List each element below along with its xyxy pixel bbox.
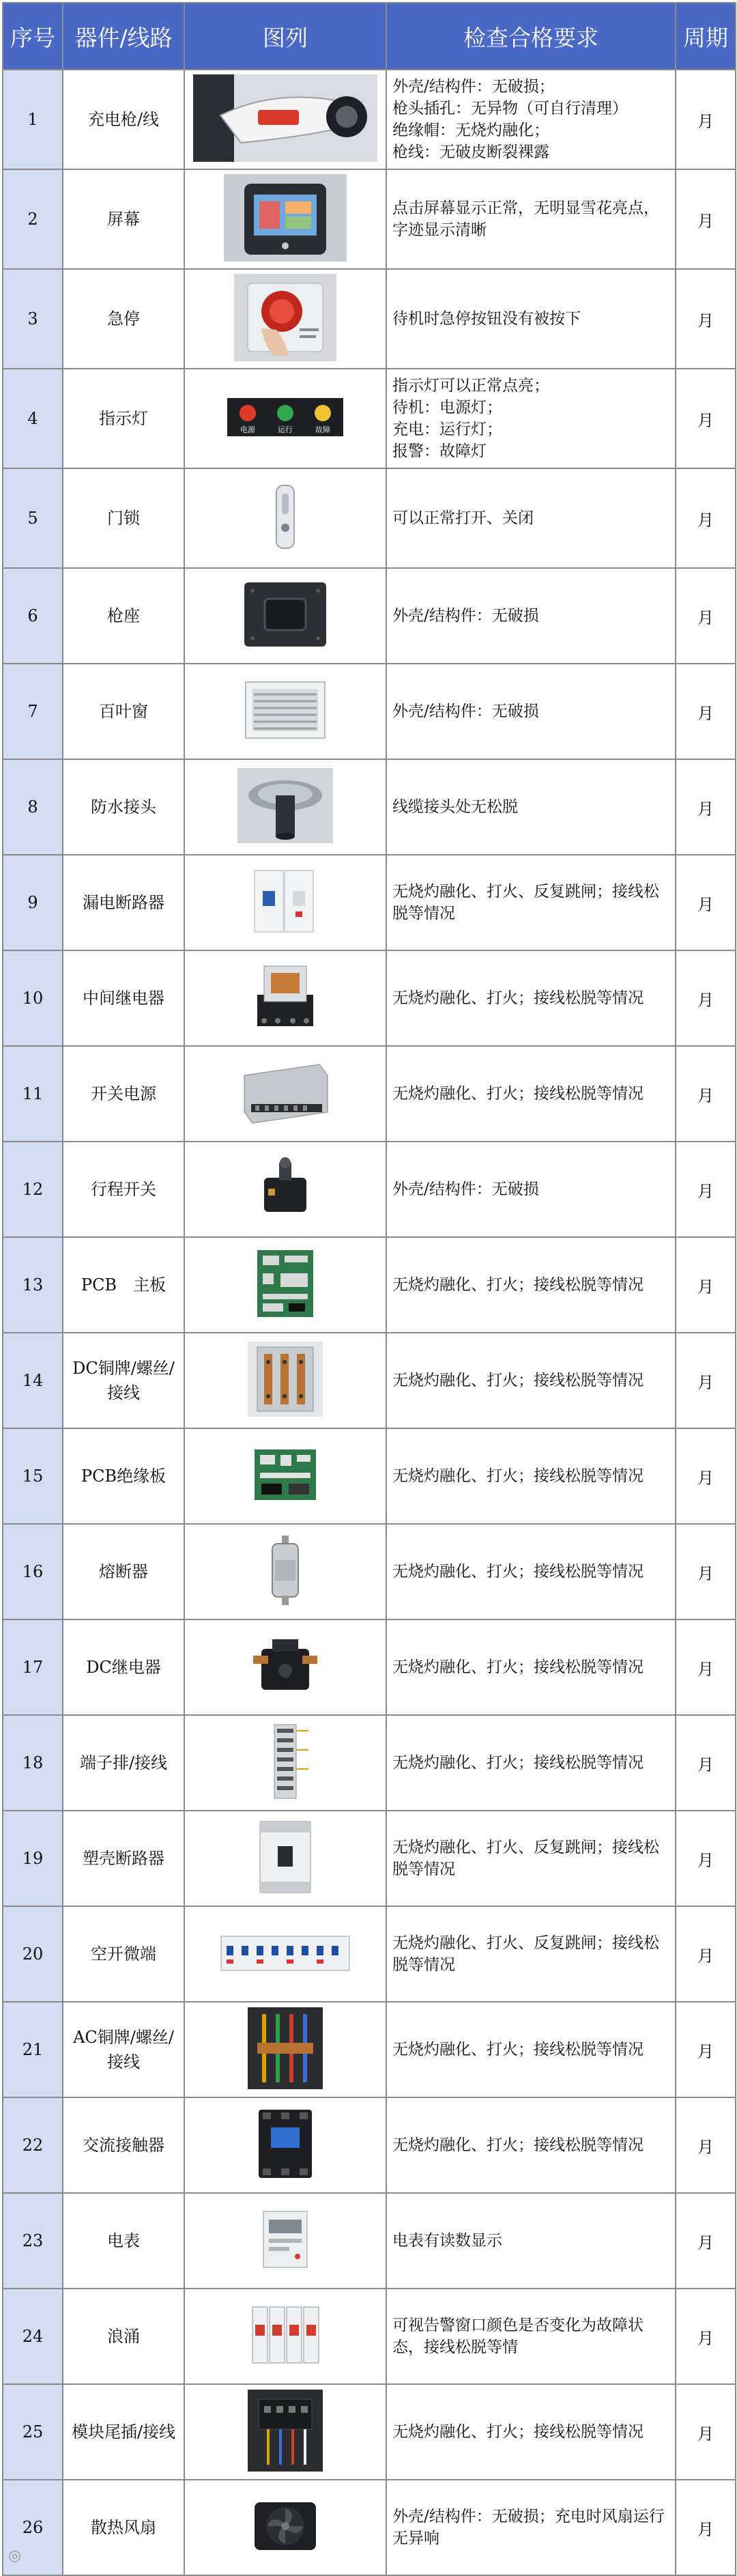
device-name: 电表: [63, 2193, 184, 2289]
inspection-cycle: 月: [676, 1333, 736, 1428]
inspection-requirement: 点击屏幕显示正常，无明显雪花亮点，字迹显示清晰: [386, 169, 676, 269]
row-number: 7: [3, 664, 63, 759]
svg-text:故障: 故障: [315, 425, 330, 434]
fuse-icon: [255, 1533, 316, 1611]
inspection-cycle: 月: [676, 1906, 736, 2002]
table-row: [3, 2002, 736, 2097]
table-row: [3, 2384, 736, 2480]
table-row: [3, 369, 736, 468]
row-number: 22: [3, 2097, 63, 2193]
device-image: [184, 1333, 386, 1428]
row-number: 11: [3, 1046, 63, 1142]
pcb-board-icon: [248, 1246, 323, 1324]
device-name: 散热风扇: [63, 2480, 184, 2575]
device-image: [184, 2384, 386, 2480]
device-image: [184, 1524, 386, 1619]
inspection-requirement: 外壳/结构件：无破损； 枪头插孔：无异物（可自行清理） 绝缘帽：无烧灼融化； 枪线：无破皮断裂裸露: [386, 70, 676, 169]
row-number: 18: [3, 1715, 63, 1811]
device-image: [184, 1046, 386, 1142]
inspection-requirement: 电表有读数显示: [386, 2193, 676, 2289]
table-row: [3, 2289, 736, 2384]
inspection-cycle: 月: [676, 169, 736, 269]
inspection-cycle: 月: [676, 1524, 736, 1619]
inspection-cycle: 月: [676, 269, 736, 369]
meter-icon: [251, 2202, 319, 2280]
svg-text:运行: 运行: [278, 425, 293, 434]
table-row: [3, 269, 736, 369]
device-name: PCB绝缘板: [63, 1428, 184, 1524]
charging-gun-icon: [193, 74, 377, 165]
table-row: [3, 759, 736, 855]
table-row: [3, 2480, 736, 2575]
inspection-requirement: 无烧灼融化、打火、反复跳闸；接线松脱等情况: [386, 855, 676, 950]
device-name: 屏幕: [63, 169, 184, 269]
row-number: 14: [3, 1333, 63, 1428]
inspection-requirement: 无烧灼融化、打火；接线松脱等情况: [386, 1333, 676, 1428]
inspection-cycle: 月: [676, 2289, 736, 2384]
row-number: 16: [3, 1524, 63, 1619]
surge-protector-icon: [244, 2297, 326, 2375]
inspection-requirement: 无烧灼融化、打火；接线松脱等情况: [386, 1428, 676, 1524]
table-row: [3, 950, 736, 1046]
table-row: [3, 855, 736, 950]
device-image: [184, 1906, 386, 2002]
inspection-cycle: 月: [676, 70, 736, 169]
device-image: [184, 664, 386, 759]
table-body: [3, 70, 736, 2575]
table-row: [3, 2097, 736, 2193]
row-number: 10: [3, 950, 63, 1046]
device-image: [184, 759, 386, 855]
inspection-cycle: 月: [676, 568, 736, 664]
device-name: 防水接头: [63, 759, 184, 855]
emergency-stop-icon: [234, 274, 336, 364]
device-image: [184, 369, 386, 468]
device-image: [184, 468, 386, 568]
device-name: 模块尾插/接线: [63, 2384, 184, 2480]
inspection-requirement: 无烧灼融化、打火、反复跳闸；接线松脱等情况: [386, 1811, 676, 1906]
device-image: [184, 1428, 386, 1524]
device-name: 空开微端: [63, 1906, 184, 2002]
inspection-cycle: 月: [676, 855, 736, 950]
device-name: 交流接触器: [63, 2097, 184, 2193]
table-row: [3, 1142, 736, 1237]
cooling-fan-icon: [241, 2495, 330, 2560]
table-row: [3, 1333, 736, 1428]
row-number: 4: [3, 369, 63, 468]
svg-text:电源: 电源: [240, 425, 255, 434]
row-number: 13: [3, 1237, 63, 1333]
inspection-requirement: 无烧灼融化、打火；接线松脱等情况: [386, 2097, 676, 2193]
table-header-row: [3, 3, 736, 70]
header-cycle: 周期: [676, 3, 736, 70]
dc-relay-icon: [248, 1628, 323, 1706]
inspection-cycle: 月: [676, 950, 736, 1046]
table-row: [3, 468, 736, 568]
inspection-requirement: 外壳/结构件：无破损: [386, 568, 676, 664]
inspection-cycle: 月: [676, 1237, 736, 1333]
device-image: [184, 855, 386, 950]
inspection-cycle: 月: [676, 1142, 736, 1237]
inspection-cycle: 月: [676, 664, 736, 759]
inspection-cycle: 月: [676, 369, 736, 468]
header-no: 序号: [3, 3, 63, 70]
device-name: DC铜牌/螺丝/接线: [63, 1333, 184, 1428]
inspection-requirement: 无烧灼融化、打火；接线松脱等情况: [386, 1046, 676, 1142]
inspection-requirement: 外壳/结构件：无破损；充电时风扇运行无异响: [386, 2480, 676, 2575]
inspection-table: [2, 2, 736, 2576]
pcb-insulation-icon: [248, 1437, 323, 1515]
device-name: 中间继电器: [63, 950, 184, 1046]
row-number: 9: [3, 855, 63, 950]
power-supply-icon: [237, 1055, 333, 1133]
inspection-requirement: 无烧灼融化、打火；接线松脱等情况: [386, 1619, 676, 1715]
table-row: [3, 2193, 736, 2289]
device-name: 充电枪/线: [63, 70, 184, 169]
device-image: [184, 2097, 386, 2193]
table-row: [3, 1619, 736, 1715]
table-row: [3, 1906, 736, 2002]
device-name: 熔断器: [63, 1524, 184, 1619]
header-requirement: 检查合格要求: [386, 3, 676, 70]
device-image: [184, 2289, 386, 2384]
inspection-cycle: 月: [676, 2384, 736, 2480]
device-name: 端子排/接线: [63, 1715, 184, 1811]
indicator-lights-icon: [220, 373, 350, 464]
device-image: [184, 1811, 386, 1906]
door-lock-icon: [261, 473, 309, 563]
table-row: [3, 1428, 736, 1524]
device-name: 开关电源: [63, 1046, 184, 1142]
waterproof-connector-icon: [237, 768, 333, 846]
inspection-requirement: 无烧灼融化、打火；接线松脱等情况: [386, 1237, 676, 1333]
dc-busbar-icon: [248, 1342, 323, 1419]
inspection-cycle: 月: [676, 1715, 736, 1811]
table-row: [3, 1524, 736, 1619]
device-image: [184, 2193, 386, 2289]
row-number: 8: [3, 759, 63, 855]
row-number: 24: [3, 2289, 63, 2384]
inspection-cycle: 月: [676, 2002, 736, 2097]
inspection-requirement: 外壳/结构件：无破损: [386, 664, 676, 759]
row-number: 17: [3, 1619, 63, 1715]
inspection-requirement: 无烧灼融化、打火；接线松脱等情况: [386, 1715, 676, 1811]
row-number: 20: [3, 1906, 63, 2002]
row-number: 15: [3, 1428, 63, 1524]
row-number: 25: [3, 2384, 63, 2480]
device-name: 行程开关: [63, 1142, 184, 1237]
device-name: 浪涌: [63, 2289, 184, 2384]
device-name: PCB 主板: [63, 1237, 184, 1333]
table-row: [3, 1237, 736, 1333]
inspection-cycle: 月: [676, 1619, 736, 1715]
mcb-row-icon: [217, 1925, 353, 1983]
device-image: [184, 1715, 386, 1811]
device-name: 枪座: [63, 568, 184, 664]
screen-icon: [224, 174, 347, 264]
device-image: [184, 568, 386, 664]
limit-switch-icon: [248, 1150, 323, 1228]
device-image: [184, 269, 386, 369]
inspection-requirement: 指示灯可以正常点亮； 待机：电源灯； 充电：运行灯； 报警：故障灯: [386, 369, 676, 468]
inspection-requirement: 待机时急停按钮没有被按下: [386, 269, 676, 369]
inspection-cycle: 月: [676, 2193, 736, 2289]
row-number: 2: [3, 169, 63, 269]
device-image: [184, 1237, 386, 1333]
louver-icon: [237, 673, 333, 750]
gun-holder-icon: [237, 577, 333, 655]
row-number: 6: [3, 568, 63, 664]
device-name: 塑壳断路器: [63, 1811, 184, 1906]
inspection-cycle: 月: [676, 759, 736, 855]
inspection-cycle: 月: [676, 1811, 736, 1906]
row-number: 3: [3, 269, 63, 369]
inspection-requirement: 无烧灼融化、打火、反复跳闸；接线松脱等情况: [386, 1906, 676, 2002]
header-image: 图列: [184, 3, 386, 70]
inspection-cycle: 月: [676, 1428, 736, 1524]
inspection-requirement: 外壳/结构件：无破损: [386, 1142, 676, 1237]
inspection-cycle: 月: [676, 2480, 736, 2575]
device-name: DC继电器: [63, 1619, 184, 1715]
inspection-requirement: 无烧灼融化、打火；接线松脱等情况: [386, 1524, 676, 1619]
table-row: [3, 1811, 736, 1906]
device-image: [184, 70, 386, 169]
device-image: [184, 2480, 386, 2575]
inspection-requirement: 可视告警窗口颜色是否变化为故障状态，接线松脱等情: [386, 2289, 676, 2384]
inspection-requirement: 可以正常打开、关闭: [386, 468, 676, 568]
inspection-requirement: 无烧灼融化、打火；接线松脱等情况: [386, 2002, 676, 2097]
device-name: 漏电断路器: [63, 855, 184, 950]
leakage-breaker-icon: [248, 864, 323, 942]
header-device: 器件/线路: [63, 3, 184, 70]
contactor-icon: [248, 2103, 323, 2188]
ac-busbar-icon: [248, 2007, 323, 2092]
row-number: 12: [3, 1142, 63, 1237]
device-name: 指示灯: [63, 369, 184, 468]
terminal-block-icon: [258, 1721, 313, 1805]
inspection-cycle: 月: [676, 1046, 736, 1142]
row-number: 19: [3, 1811, 63, 1906]
table-row: [3, 1715, 736, 1811]
inspection-requirement: 无烧灼融化、打火；接线松脱等情况: [386, 950, 676, 1046]
device-name: 急停: [63, 269, 184, 369]
device-image: [184, 1142, 386, 1237]
row-number: 23: [3, 2193, 63, 2289]
table-row: [3, 70, 736, 169]
device-image: [184, 950, 386, 1046]
row-number: 5: [3, 468, 63, 568]
module-plug-icon: [248, 2390, 323, 2474]
table-row: [3, 568, 736, 664]
table-row: [3, 664, 736, 759]
inspection-cycle: 月: [676, 468, 736, 568]
relay-icon: [248, 959, 323, 1037]
row-number: 21: [3, 2002, 63, 2097]
device-image: [184, 2002, 386, 2097]
row-number: 26: [3, 2480, 63, 2575]
row-number: 1: [3, 70, 63, 169]
table-row: [3, 1046, 736, 1142]
device-name: AC铜牌/螺丝/接线: [63, 2002, 184, 2097]
inspection-requirement: 线缆接头处无松脱: [386, 759, 676, 855]
device-image: [184, 1619, 386, 1715]
watermark-logo: ◎: [8, 2547, 72, 2564]
inspection-cycle: 月: [676, 2097, 736, 2193]
device-name: 门锁: [63, 468, 184, 568]
device-name: 百叶窗: [63, 664, 184, 759]
device-image: [184, 169, 386, 269]
table-row: [3, 169, 736, 269]
mccb-icon: [248, 1816, 323, 1901]
inspection-requirement: 无烧灼融化、打火；接线松脱等情况: [386, 2384, 676, 2480]
